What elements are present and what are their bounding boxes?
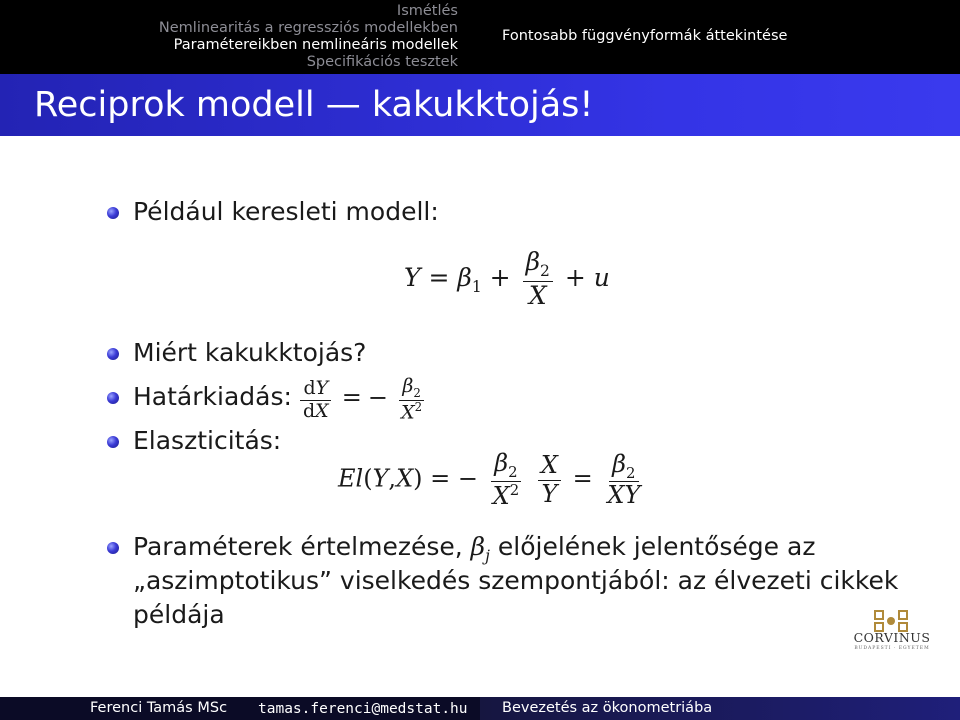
var-x: X xyxy=(492,481,510,510)
bullet-ball-icon xyxy=(107,542,119,554)
var-x: X xyxy=(315,399,329,422)
fraction-x-over-y xyxy=(538,452,561,508)
equals-sign: = xyxy=(341,383,362,412)
fraction-denominator xyxy=(490,482,523,511)
fraction-beta2-over-x xyxy=(523,248,553,311)
nav-section-ismetles[interactable]: Ismétlés xyxy=(396,3,458,19)
bullet-text-part: előjelének jelentősége az xyxy=(497,532,816,561)
title-bar xyxy=(0,74,960,136)
equals-sign: = xyxy=(428,262,450,292)
bullet-text-line: „aszimptotikus” viselkedés szempontjából: az élvezeti cikkek xyxy=(133,566,899,595)
subsection-navigation xyxy=(480,0,960,74)
beta-symbol: β xyxy=(470,532,486,561)
section-navigation xyxy=(0,0,480,74)
subscript-2: 2 xyxy=(508,462,518,481)
slide-title: Reciprok modell — kakukktojás! xyxy=(34,85,594,125)
fraction-numerator xyxy=(300,378,331,401)
logo-subtitle: BUDAPESTI · EGYETEM xyxy=(854,646,930,651)
subscript-j: j xyxy=(485,547,490,565)
bullet-marginal-label: Határkiadás: xyxy=(133,382,292,411)
corvinus-emblem-icon xyxy=(874,610,908,632)
subscript-2: 2 xyxy=(626,463,636,482)
footer-course-title: Bevezetés az ökonometriába xyxy=(502,700,713,716)
equals-sign: = xyxy=(572,464,593,493)
var-y: Y xyxy=(315,376,329,399)
nav-section-parametereikben[interactable]: Paramétereikben nemlineáris modellek xyxy=(173,37,458,53)
beta-symbol: β xyxy=(402,375,414,397)
beta-symbol: β xyxy=(494,449,509,477)
fraction-denominator: XY xyxy=(607,481,641,510)
header-navigation xyxy=(0,0,960,74)
bullet-demand-model: Például keresleti modell: xyxy=(133,197,439,226)
fraction-numerator xyxy=(491,450,520,482)
fraction-beta2-over-xy xyxy=(604,451,643,510)
corvinus-logo-icon xyxy=(852,610,932,660)
marginal-formula xyxy=(296,376,429,425)
left-paren: ( xyxy=(363,464,373,493)
fraction-beta2-over-x2 xyxy=(490,450,523,510)
footer-author-panel xyxy=(0,697,480,720)
d-operator: d xyxy=(303,399,316,422)
equals-sign: = xyxy=(430,464,451,493)
minus-sign: − xyxy=(457,464,479,493)
superscript-2: 2 xyxy=(414,400,423,415)
bullet-ball-icon xyxy=(107,392,119,404)
var-x: X xyxy=(396,464,414,493)
nav-section-nemlinearitas[interactable]: Nemlinearitás a regressziós modellekben xyxy=(158,20,458,36)
bullet-elasticity-label: Elaszticitás: xyxy=(133,426,282,455)
elasticity-operator: El xyxy=(338,464,364,493)
fraction-numerator xyxy=(523,248,553,282)
footer-bar xyxy=(0,697,960,720)
fraction-denominator xyxy=(398,401,425,424)
fraction-denominator: X xyxy=(528,280,547,310)
beta-symbol: β xyxy=(612,449,627,478)
subscript-1: 1 xyxy=(471,277,482,296)
footer-email: tamas.ferenci@medstat.hu xyxy=(258,701,468,717)
bullet-ball-icon xyxy=(107,348,119,360)
comma: , xyxy=(388,464,397,493)
bullet-text-line: példája xyxy=(133,600,225,629)
bullet-ball-icon xyxy=(107,436,119,448)
nav-subsection-fuggvenyformak[interactable]: Fontosabb függvényformák áttekintése xyxy=(502,28,788,44)
var-u: u xyxy=(593,262,610,292)
subscript-2: 2 xyxy=(413,385,421,400)
minus-sign: − xyxy=(367,383,389,412)
beta-j-symbol xyxy=(470,532,490,565)
beta-symbol: β xyxy=(525,247,541,276)
superscript-2: 2 xyxy=(509,480,520,499)
fraction-denominator xyxy=(300,401,332,423)
footer-author: Ferenci Tamás MSc xyxy=(90,700,228,716)
demand-model-formula xyxy=(404,248,610,311)
plus-sign: + xyxy=(489,262,511,292)
fraction-dy-dx xyxy=(300,378,332,423)
fraction-denominator: Y xyxy=(541,479,558,508)
var-x: X xyxy=(401,401,415,424)
logo-wordmark: CORVINUS xyxy=(853,630,931,645)
fraction-numerator: X xyxy=(538,452,561,481)
bullet-ball-icon xyxy=(107,207,119,219)
bullet-text-part: Paraméterek értelmezése, xyxy=(133,532,463,561)
var-y: Y xyxy=(404,262,421,292)
footer-course-panel xyxy=(480,697,960,720)
bullet-why-odd-one: Miért kakukktojás? xyxy=(133,338,367,367)
fraction-numerator xyxy=(609,451,638,483)
fraction-beta2-over-x2 xyxy=(398,376,425,425)
fraction-numerator xyxy=(399,376,423,401)
subscript-2: 2 xyxy=(540,262,550,280)
plus-sign: + xyxy=(564,262,586,292)
right-paren: ) xyxy=(413,464,423,493)
nav-section-specifikacios[interactable]: Specifikációs tesztek xyxy=(306,54,458,70)
d-operator: d xyxy=(303,376,316,399)
var-y: Y xyxy=(372,464,389,493)
elasticity-formula xyxy=(338,450,647,510)
beta-symbol: β xyxy=(457,262,472,292)
